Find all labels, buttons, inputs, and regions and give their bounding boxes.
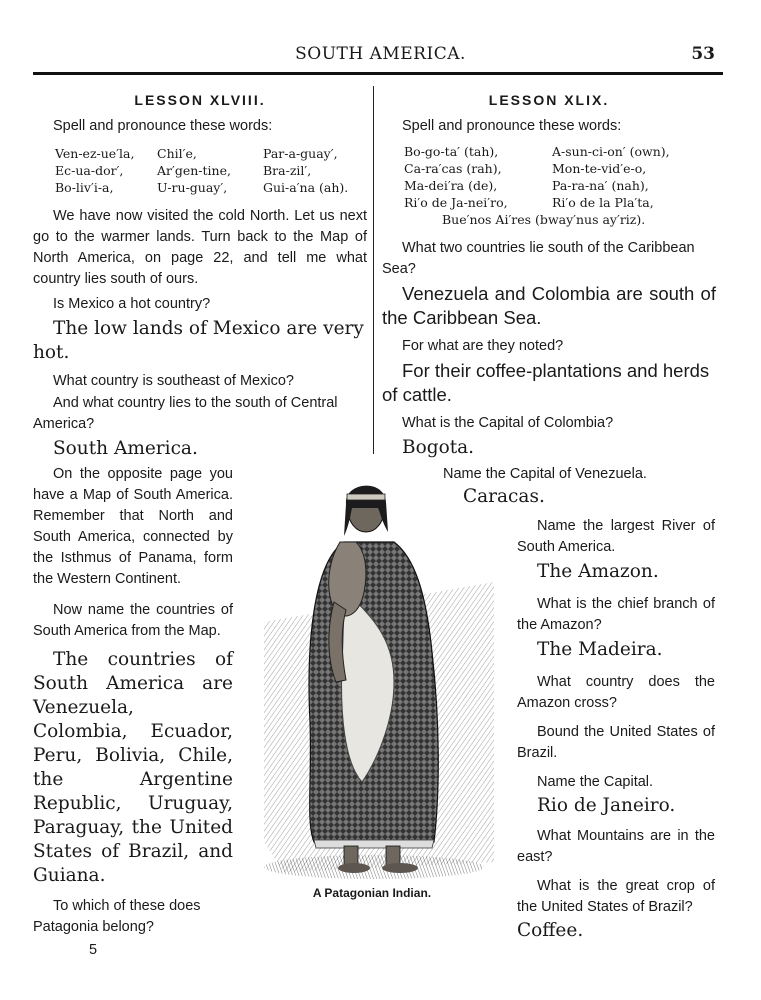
question: And what country lies to the south of Central America? [33, 395, 338, 432]
right-leg [386, 846, 400, 866]
header-rule [33, 72, 723, 75]
word: Bra-zil′, [263, 163, 312, 178]
word: Bo-go-ta′ (tah), [404, 144, 499, 159]
word: Ri′o de la Pla′ta, [552, 195, 654, 210]
answer: South America. [53, 438, 198, 459]
word: Bo-liv′i-a, [55, 180, 114, 195]
word: U-ru-guay′, [157, 180, 228, 195]
illustration-caption: A Patagonian Indian. [312, 886, 432, 900]
signature-mark: 5 [89, 942, 98, 958]
question: What Mountains are in the east? [517, 828, 715, 865]
answer: Coffee. [517, 920, 584, 941]
lower-left-column [33, 464, 233, 961]
answer: Rio de Janeiro. [537, 795, 676, 816]
question: Bound the United States of Brazil. [517, 724, 715, 761]
lesson-49-spell-intro: Spell and pronounce these words: [402, 118, 622, 134]
page-number: 53 [691, 44, 715, 64]
lesson-48-heading: LESSON XLVIII. [134, 92, 266, 108]
answer: Caracas. [463, 486, 545, 507]
lesson-48-spell-intro: Spell and pronounce these words: [53, 118, 273, 134]
word: Ri′o de Ja-nei′ro, [404, 195, 508, 210]
running-header: SOUTH AMERICA. [295, 44, 466, 64]
word: Bue′nos Ai′res (bway′nus ay′riz). [442, 212, 646, 227]
engraving-image [244, 462, 500, 880]
left-leg [344, 846, 358, 866]
question: Name the largest River of South America. [517, 518, 715, 555]
lesson-49-word-list [404, 143, 680, 211]
lower-right-column [443, 464, 715, 517]
word: Mon-te-vid′e-o, [552, 161, 647, 176]
answer: The countries of South America are Venezuela, Colombia, Ecuador, Peru, Bolivia, Chile, the Argentine Republic, Uruguay, Paraguay, the United States of Brazil, and Guiana. [33, 649, 233, 886]
ground-shadow [264, 855, 484, 879]
column-divider [373, 86, 374, 454]
answer: The Amazon. [537, 561, 659, 582]
lower-right-column-narrow [517, 516, 715, 943]
left-foot [338, 863, 370, 873]
word: Gui-a′na (ah). [263, 180, 349, 195]
answer: The low lands of Mexico are very hot. [33, 318, 364, 363]
question: What is the chief branch of the Amazon? [517, 596, 715, 633]
word: Ca-ra′cas (rah), [404, 161, 502, 176]
robe-fringe [314, 840, 434, 848]
word: Par-a-guay′, [263, 146, 338, 161]
word: Pa-ra-na′ (nah), [552, 178, 649, 193]
word: A-sun-ci-on′ (own), [552, 144, 670, 159]
question: Name the Capital. [537, 774, 654, 790]
question: What two countries lie south of the Caribbean Sea? [382, 240, 695, 277]
answer: The Madeira. [537, 639, 663, 660]
question: To which of these does Patagonia belong? [33, 898, 201, 935]
question: Is Mexico a hot country? [53, 296, 211, 312]
question: What country is southeast of Mexico? [53, 373, 294, 389]
question: What country does the Amazon cross? [517, 674, 715, 711]
lesson-49 [382, 92, 716, 460]
lesson-48 [33, 92, 367, 461]
question: For what are they noted? [402, 338, 564, 354]
word: Chil′e, [157, 146, 197, 161]
question: What is the great crop of the United States of Brazil? [517, 878, 715, 915]
question: What is the Capital of Colombia? [402, 415, 614, 431]
headband [347, 494, 385, 500]
paragraph: On the opposite page you have a Map of South America. Remember that North and South America, connected by the Isthmus of Panama, form the Western Continent. [33, 466, 233, 587]
word: Ma-dei′ra (de), [404, 178, 498, 193]
answer: Bogota. [402, 437, 475, 458]
question: Name the Capital of Venezuela. [443, 466, 647, 482]
right-foot [382, 863, 418, 873]
answer: For their coffee-plantations and herds of cattle. [382, 360, 710, 405]
lesson-48-paragraph: We have now visited the cold North. Let us next go to the warmer lands. Turn back to the Map of North America, on page 22, and tell me what country lies south of ours. [33, 208, 367, 287]
question: Now name the countries of South America from the Map. [33, 602, 233, 639]
word: Ec-ua-dor′, [55, 163, 124, 178]
word: Ar′gen-tine, [157, 163, 231, 178]
lesson-49-heading: LESSON XLIX. [488, 92, 610, 108]
illustration-patagonian-indian [244, 462, 500, 902]
word: Ven-ez-ue′la, [55, 146, 135, 161]
lesson-48-word-list [55, 145, 358, 196]
answer: Venezuela and Colombia are south of the Caribbean Sea. [382, 283, 716, 328]
